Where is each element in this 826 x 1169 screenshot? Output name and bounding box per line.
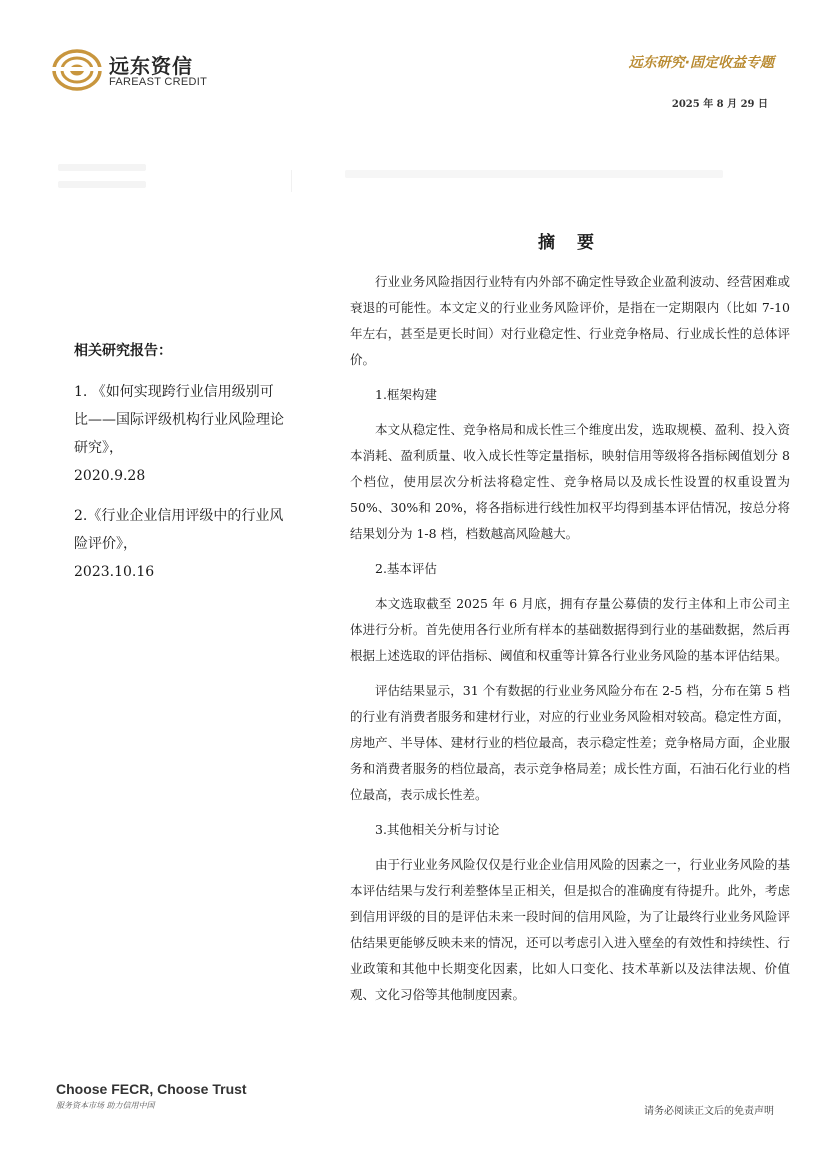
section-paragraph: 本文选取截至 2025 年 6 月底，拥有存量公募债的发行主体和上市公司主体进行分析。首先使用各行业所有样本的基础数据得到行业的基础数据，然后再根据上述选取的评估指标、阈值和权重等计算各行业业务风险的基本评估结果。 [350,596,790,663]
logo-english-name: FAREAST CREDIT [109,76,208,88]
related-reports [74,340,284,598]
report-date: 2025 年 8 月 29 日 [671,99,768,110]
related-report-date: 2020.9.28 [74,468,146,484]
slogan-english: Choose FECR, Choose Trust [56,1081,247,1097]
faint-title-line [345,170,723,178]
section-paragraph: 本文从稳定性、竞争格局和成长性三个维度出发，选取规模、盈利、投入资本消耗、盈利质量、收入成长性等定量指标，映射信用等级将各指标阈值划分 8 个档位，使用层次分析法将稳定性、竞争格局以及成长性设置的权重设置为 50%、30%和 20%，将各指标进行线性加权平均得到基本评估情况，按总分将结果划分为 1-8 档，档数越高风险越大。 [350,422,790,541]
abstract-title: 摘 要 [538,233,602,253]
faint-author-block [58,164,146,198]
abstract-section [350,228,790,1017]
section-heading: 2.基本评估 [375,561,437,576]
section-heading: 1.框架构建 [375,387,437,402]
related-report-title: 2.《行业企业信用评级中的行业风险评价》， [74,508,284,552]
related-report-item[interactable] [74,502,284,586]
report-series: 远东研究·固定收益专题 [628,55,774,71]
section-paragraph: 由于行业业务风险仅仅是行业企业信用风险的因素之一，行业业务风险的基本评估结果与发行利差整体呈正相关，但是拟合的准确度有待提升。此外，考虑到信用评级的目的是评估未来一段时间的信用风险，为了让最终行业业务风险评估结果更能够反映未来的情况，还可以考虑引入进入壁垒的有效性和持续性、行业政策和其他中长期变化因素，比如人口变化、技术革新以及法律法规、价值观、文化习俗等其他制度因素。 [350,857,790,1002]
related-report-item[interactable] [74,378,284,490]
company-logo [52,48,222,92]
related-reports-title: 相关研究报告： [74,343,172,359]
related-report-date: 2023.10.16 [74,564,155,580]
logo-chinese-name: 远东资信 [109,54,193,78]
footer-slogan [56,1081,247,1111]
faint-divider [291,170,292,192]
disclaimer-note: 请务必阅读正文后的免责声明 [644,1106,774,1117]
section-heading: 3.其他相关分析与讨论 [375,822,500,837]
section-paragraph: 评估结果显示，31 个有数据的行业业务风险分布在 2-5 档，分布在第 5 档的行业有消费者服务和建材行业，对应的行业业务风险相对较高。稳定性方面，房地产、半导体、建材行业的档位最高，表示稳定性差；竞争格局方面，企业服务和消费者服务的档位最高，表示竞争格局差；成长性方面，石油石化行业的档位最高，表示成长性差。 [350,683,790,802]
related-report-title: 1. 《如何实现跨行业信用级别可比——国际评级机构行业风险理论研究》， [74,384,284,456]
slogan-chinese: 服务资本市场 助力信用中国 [56,1101,155,1110]
abstract-intro: 行业业务风险指因行业特有内外部不确定性导致企业盈利波动、经营困难或衰退的可能性。本文定义的行业业务风险评价，是指在一定期限内（比如 7-10 年左右，甚至是更长时间）对行业稳定性、行业竞争格局、行业成长性的总体评价。 [350,274,790,367]
fareast-logo-icon [52,48,104,92]
